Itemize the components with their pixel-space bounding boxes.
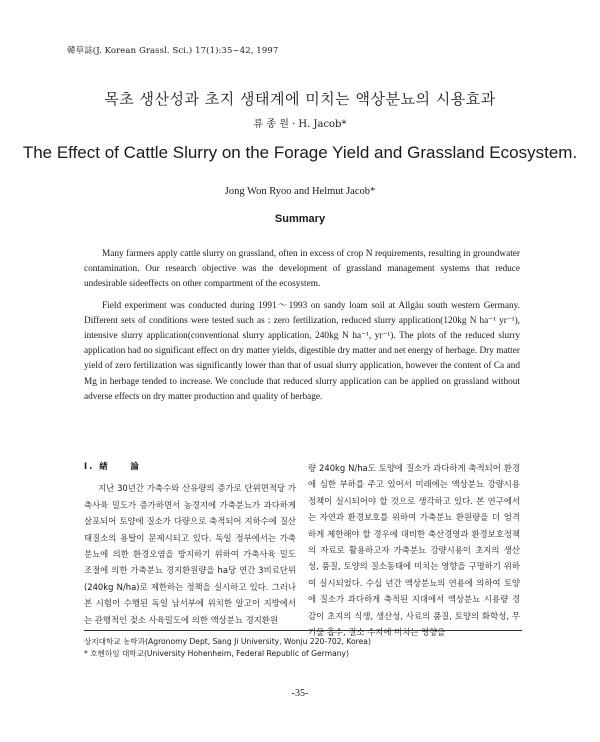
summary-paragraph: Many farmers apply cattle slurry on grassland, often in excess of crop N requirements, resulting in groundwater contamination. Our research objective was the development of grassland management systems that reduce undesirable sideeffects on other compartment of the ecosystem. xyxy=(84,249,520,290)
footnote-affiliation-1: 상지대학교 농학과(Agronomy Dept, Sang Ji University, Wonju 220-702, Korea) xyxy=(84,637,371,646)
body-left-column xyxy=(84,458,296,628)
body-paragraph: 량 240kg N/ha도 토양에 질소가 과다하게 축적되어 환경에 심한 부하를 주고 있어서 미래에는 액상분뇨 강량시용 정책이 실시되어야 할 것으로 생각하고 있다. 본 연구에서는 자연과 환경보호를 위하여 가축분뇨 환원량을 더 엄격하게 제한해야 할 경우에 대비한 축산경영과 환경보호정책의 자료로 활용하고자 가축분뇨 강량시용이 초지의 생산성, 품질, 토양의 질소동태에 미치는 영향을 구명하기 위하여 실시되었다. 수십 년간 액상분뇨의 연용에 의하여 토양에 질소가 과다하게 축적된 지대에서 액상분뇨 시용량 경감이 초지의 식생, 생산성, 사료의 품질, 토양의 화학성, 무기물 흡수, 질소 수지에 미치는 영향을 xyxy=(308,463,520,638)
footnote-affiliation-2: * 호헨하임 대학교(University Hohenheim, Federal Republic of Germany) xyxy=(84,649,350,658)
english-authors: Jong Won Ryoo and Helmut Jacob* xyxy=(224,186,376,197)
page-number: -35- xyxy=(291,688,309,699)
korean-title: 목초 생산성과 초지 생태계에 미치는 액상분뇨의 시용효과 xyxy=(104,90,496,108)
english-title: The Effect of Cattle Slurry on the Forage Yield and Grassland Ecosystem. xyxy=(22,143,578,162)
section-heading-introduction: Ⅰ. 緖 論 xyxy=(84,461,141,471)
korean-authors: 류 종 원 · H. Jacob* xyxy=(253,119,347,130)
summary-abstract xyxy=(84,247,520,405)
footnote-divider xyxy=(84,630,522,631)
summary-paragraph: Field experiment was conducted during 1991～1993 on sandy loam soil at Allgäu south western Germany. Different sets of conditions were tested such as : zero fertilization, reduced slurry application(120kg N ha⁻¹ yr⁻¹), intensive slurry application(conventional slurry application, 240kg N ha⁻¹, yr⁻¹). The plots of the reduced slurry application had no significant effect on dry matter yields, digestible dry matter and net energy of herbage. Dry matter yield of zero fertilization was significantly lower than that of usual slurry application, however the content of Ca and Mg in herbage tended to increase. We conclude that reduced slurry application can be applied on grassland without adverse effects on dry matter production and quality of herbage. xyxy=(84,300,520,402)
body-paragraph: 지난 30년간 가축수와 산유량의 증가로 단위면적당 가축사육 밀도가 증가하면서 농경지에 가축분뇨가 과다하게 살포되어 토양에 질소가 다량으로 축적되어 지하수에 질산태질소의 용탈이 문제시되고 있다. 독일 정부에서는 가축분뇨에 의한 환경오염을 방지하기 위하여 가축사육 밀도 조절에 의한 가축분뇨 경지환원량을 ha당 연간 3비료단위(240kg N/ha)로 제한하는 정책을 실시하고 있다. 그러나 본 시험이 수행된 독일 남서부에 위치한 알고이 지방에서는 관행적인 젖소 사육밀도에 의한 액상분뇨 경지환원 xyxy=(84,483,296,625)
footnotes xyxy=(84,636,371,660)
body-right-column xyxy=(308,460,520,640)
summary-heading: Summary xyxy=(274,213,326,225)
journal-citation: 韓草誌(J. Korean Grassl. Sci.) 17(1):35~42, 1997 xyxy=(67,46,279,56)
